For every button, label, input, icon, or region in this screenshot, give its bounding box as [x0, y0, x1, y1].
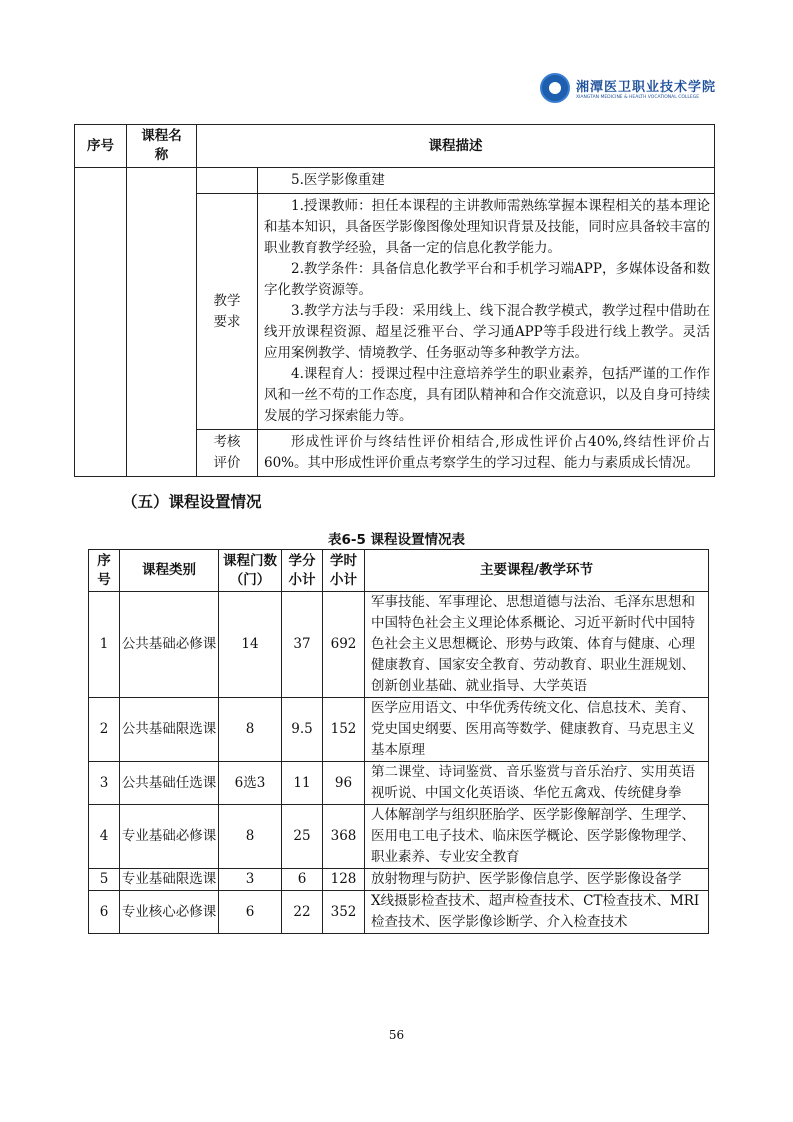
- course-description-table: [74, 124, 715, 477]
- header-name: 课程名称: [127, 125, 197, 168]
- teaching-label: 教学要求: [197, 194, 258, 430]
- row-count: 8: [219, 805, 282, 869]
- row-courses: 放射物理与防护、医学影像信息学、医学影像设备学: [365, 869, 709, 891]
- row-credits: 6: [282, 869, 323, 891]
- logo-en: XIANGTAN MEDICINE & HEALTH VOCATIONAL COLLEGE: [576, 95, 700, 100]
- row-hours: 352: [323, 891, 365, 934]
- cell-no: [75, 168, 127, 477]
- row-credits: 9.5: [282, 698, 323, 762]
- table-row: [89, 592, 709, 698]
- table-row: [89, 698, 709, 762]
- teaching-para: 2.教学条件：具备信息化教学平台和手机学习端APP，多媒体设备和数字化教学资源等。: [264, 261, 710, 298]
- row-count: 3: [219, 869, 282, 891]
- header-hours: 学时小计: [323, 550, 365, 592]
- row-count: 6: [219, 891, 282, 934]
- row-category: 公共基础限选课: [120, 698, 219, 762]
- row-no: 4: [89, 805, 120, 869]
- row-courses: 第二课堂、诗词鉴赏、音乐鉴赏与音乐治疗、实用英语视听说、中国文化英语谈、华佗五禽戏、传统健身拳: [365, 762, 709, 805]
- table-row: [89, 762, 709, 805]
- row-credits: 25: [282, 805, 323, 869]
- table-row: [89, 891, 709, 934]
- row-credits: 11: [282, 762, 323, 805]
- row-credits: 22: [282, 891, 323, 934]
- row-hours: 152: [323, 698, 365, 762]
- header-count: 课程门数（门）: [219, 550, 282, 592]
- row-courses: X线摄影检查技术、超声检查技术、CT检查技术、MRI检查技术、医学影像诊断学、介入检查技术: [365, 891, 709, 934]
- row-courses: 人体解剖学与组织胚胎学、医学影像解剖学、生理学、医用电工电子技术、临床医学概论、医学影像物理学、职业素养、专业安全教育: [365, 805, 709, 869]
- content-item: 5.医学影像重建: [258, 168, 715, 194]
- row-no: 5: [89, 869, 120, 891]
- row-hours: 692: [323, 592, 365, 698]
- row-credits: 37: [282, 592, 323, 698]
- row-hours: 96: [323, 762, 365, 805]
- header-desc: 课程描述: [197, 125, 715, 168]
- row-no: 3: [89, 762, 120, 805]
- row-category: 公共基础必修课: [120, 592, 219, 698]
- table-row: [89, 805, 709, 869]
- row-hours: 368: [323, 805, 365, 869]
- header-courses: 主要课程/教学环节: [365, 550, 709, 592]
- assessment-text: 形成性评价与终结性评价相结合,形成性评价占40%,终结性评价占60%。其中形成性评价重点考察学生的学习过程、能力与素质成长情况。: [258, 430, 715, 477]
- table-caption: 表6-5 课程设置情况表: [327, 532, 466, 548]
- row-courses: 医学应用语文、中华优秀传统文化、信息技术、美育、党史国史纲要、医用高等数学、健康教育、马克思主义基本原理: [365, 698, 709, 762]
- course-setting-table: [88, 549, 709, 934]
- teaching-para: 1.授课教师：担任本课程的主讲教师需熟练掌握本课程相关的基本理论和基本知识，具备医学影像图像处理知识背景及技能，同时应具备较丰富的职业教育教学经验，具备一定的信息化教学能力。: [264, 198, 710, 256]
- section-title: （五）课程设置情况: [122, 493, 262, 511]
- table-row: [89, 869, 709, 891]
- row-no: 1: [89, 592, 120, 698]
- cell-name: [127, 168, 197, 477]
- row-category: 公共基础任选课: [120, 762, 219, 805]
- teaching-para: 4.课程育人：授课过程中注意培养学生的职业素养，包括严谨的工作作风和一丝不苟的工作态度，具有团队精神和合作交流意识，以及自身可持续发展的学习探索能力等。: [264, 366, 710, 424]
- cell-blank: [197, 168, 258, 194]
- row-no: 2: [89, 698, 120, 762]
- row-category: 专业基础必修课: [120, 805, 219, 869]
- row-no: 6: [89, 891, 120, 934]
- header-no: 序号: [89, 550, 120, 592]
- assessment-label: 考核评价: [197, 430, 258, 477]
- row-count: 14: [219, 592, 282, 698]
- row-hours: 128: [323, 869, 365, 891]
- row-count: 6选3: [219, 762, 282, 805]
- row-category: 专业核心必修课: [120, 891, 219, 934]
- row-courses: 军事技能、军事理论、思想道德与法治、毛泽东思想和中国特色社会主义理论体系概论、习近平新时代中国特色社会主义思想概论、形势与政策、体育与健康、心理健康教育、国家安全教育、劳动教育、职业生涯规划、创新创业基础、就业指导、大学英语: [365, 592, 709, 698]
- header-category: 课程类别: [120, 550, 219, 592]
- table-header-row: [89, 550, 709, 592]
- header-credits: 学分小计: [282, 550, 323, 592]
- page-number: 56: [388, 1028, 405, 1042]
- teaching-para: 3.教学方法与手段：采用线上、线下混合教学模式，教学过程中借助在线开放课程资源、超星泛雅平台、学习通APP等手段进行线上教学。灵活应用案例教学、情境教学、任务驱动等多种教学方法。: [264, 303, 710, 361]
- teaching-requirements: [258, 194, 715, 430]
- college-seal-icon: [540, 73, 570, 103]
- header-no: 序号: [75, 125, 127, 168]
- college-logo: [540, 70, 720, 106]
- row-category: 专业基础限选课: [120, 869, 219, 891]
- logo-cn: 湘潭医卫职业技术学院: [576, 80, 717, 95]
- row-count: 8: [219, 698, 282, 762]
